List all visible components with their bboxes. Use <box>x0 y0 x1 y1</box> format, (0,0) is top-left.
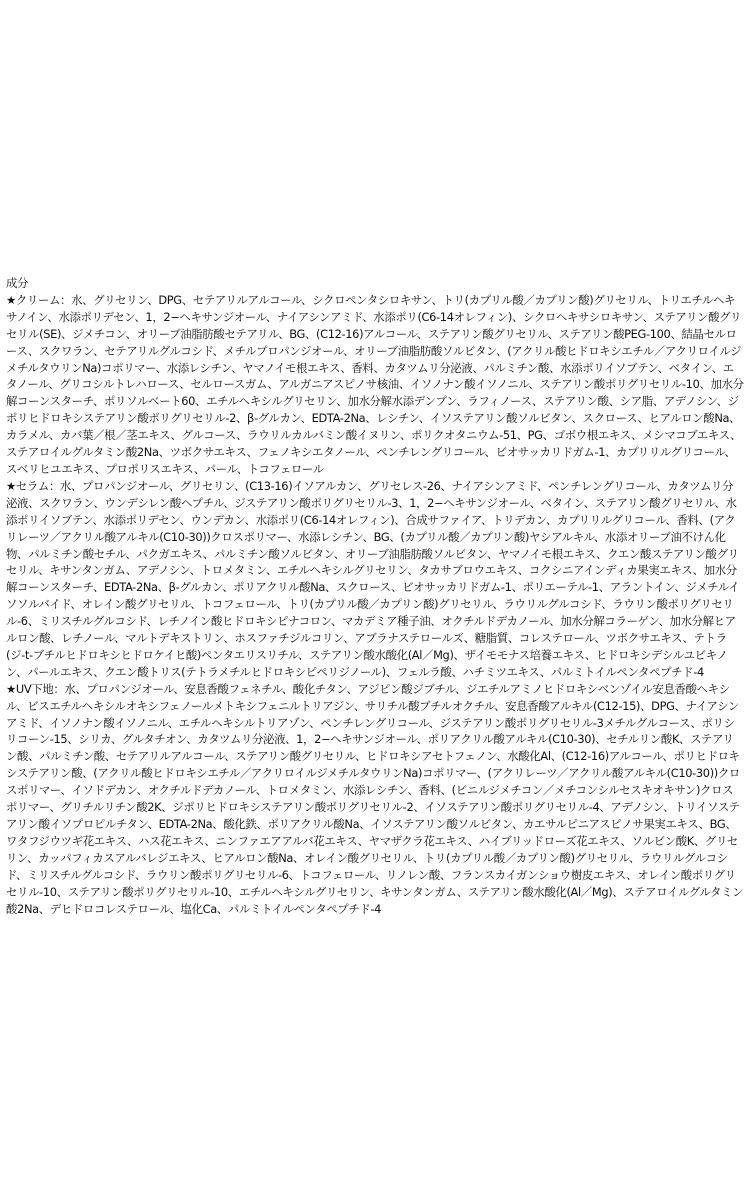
ingredients-heading: 成分 <box>6 276 29 290</box>
uv-base-ingredients: ★UV下地：水、プロパンジオール、安息香酸フェネチル、酸化チタン、アジピン酸ジブチル、ジエチルアミノヒドロキシベンゾイル安息香酸ヘキシル、ビスエチルヘキシルオキシフェノールメトキシフェニルトリアジン、サリチル酸ブチルオクチル、安息香酸アルキル(C12-15)、DPG、ナイアシンアミド、イソノナン酸イソノニル、エチルヘキシルトリアゾン、ペンチレングリコール、ジステアリン酸ポリグリセリル-3メチルグルコース、ポリシリコーン-15、シリカ、グルタチオン、カタツムリ分泌液、1，2−ヘキサンジオール、ポリアクリル酸アルキル(C10-30)、セチルリン酸K、ステアリン酸、パルミチン酸、セテアリルアルコール、ステアリン酸グリセリル、ヒドロキシアセトフェノン、水酸化Al、(C12-16)アルコール、ポリヒドロキシステアリン酸、(アクリル酸ヒドロキシエチル／アクリロイルジメチルタウリンNa)コポリマー、(アクリレーツ／アクリル酸アルキル(C10-30))クロスポリマー、イソドデカン、オクチルドデカノール、トロメタミン、水添レシチン、香料、(ビニルジメチコン／メチコンシルセスキオキサン)クロスポリマー、グリチルリチン酸2K、ジポリヒドロキシステアリン酸ポリグリセリル-2、イソステアリン酸ポリグリセリル-4、アデノシン、トリイソステアリン酸イソプロピルチタン、EDTA-2Na、酸化鉄、ポリアクリル酸Na、イソステアリン酸ソルビタン、カエサルピニアスピノサ果実エキス、BG、ワタフジウツギ花エキス、ハス花エキス、ニンファエアアルバ花エキス、ヤマザクラ花エキス、ハイブリッドローズ花エキス、ソルビン酸K、グリセリン、カッパフィカスアルバレジエキス、ヒアルロン酸Na、オレイン酸グリセリル、トリ(カプリル酸／カプリン酸)グリセリル、ラウリルグルコシド、ミリスチルグルコシド、ラウリン酸ポリグリセリル-6、トコフェロール、リノレン酸、フランスカイガンショウ樹皮エキス、オレイン酸ポリグリセリル-10、ステアリン酸ポリグリセリル-10、エチルヘキシルグリセリン、キサンタンガム、ステアリン酸水酸化(Al／Mg)、ステアロイルグルタミン酸2Na、デヒドロコレステロール、塩化Ca、パルミトイルペンタペプチド-4 <box>6 681 744 916</box>
ingredients-list <box>6 275 744 917</box>
serum-ingredients: ★セラム：水、プロパンジオール、グリセリン、(C13-16)イソアルカン、グリセレス-26、ナイアシンアミド、ペンチレングリコール、カタツムリ分泌液、スクワラン、ウンデシレン酸ヘプチル、ジステアリン酸ポリグリセリル-3、1，2−ヘキサンジオール、ベタイン、ステアリン酸グリセリル、水添ポリイソブテン、水添ポリデセン、ウンデカン、水添ポリ(C6-14オレフィン)、合成サファイア、トリデカン、カプリリルグリコール、香料、(アクリレーツ／アクリル酸アルキル(C10-30))クロスポリマー、水添レシチン、BG、(カプリル酸／カプリン酸)ヤシアルキル、水添オリーブ油不けん化物、パルミチン酸セチル、パクガエキス、パルミチン酸ソルビタン、オリーブ油脂肪酸ソルビタン、ヤマノイモ根エキス、クエン酸ステアリン酸グリセリル、キサンタンガム、アデノシン、トロメタミン、エチルヘキシルグリセリン、タカサブロウエキス、コクシニアインディカ果実エキス、加水分解コーンスターチ、EDTA-2Na、β-グルカン、ポリアクリル酸Na、スクロース、ビオサッカリドガム-1、ポリエーテル-1、アラントイン、ジメチルイソソルバイド、オレイン酸グリセリル、トコフェロール、トリ(カプリル酸／カプリン酸)グリセリル、ラウリルグルコシド、ラウリン酸ポリグリセリル-6、ミリスチルグルコシド、レチノイン酸ヒドロキシピナコロン、マカデミア種子油、オクチルドデカノール、加水分解コラーゲン、加水分解ヒアルロン酸、レチノール、マルトデキストリン、ホスファチジルコリン、アブラナステロールズ、糖脂質、コレステロール、ツボクサエキス、テトラ(ジ-t-ブチルヒドロキシヒドロケイヒ酸)ペンタエリスリチル、ステアリン酸水酸化(Al／Mg)、ザイモモナス培養エキス、ヒドロキシデシルユビキノン、パールエキス、クエン酸トリス(テトラメチルヒドロキシピペリジノール)、フェルラ酸、ハチミツエキス、パルミトイルペンタペプチド-4 <box>6 478 740 679</box>
cream-ingredients: ★クリーム：水、グリセリン、DPG、セテアリルアルコール、シクロペンタシロキサン、トリ(カプリル酸／カプリン酸)グリセリル、トリエチルヘキサノイン、水添ポリデセン、1，2−ヘキサンジオール、ナイアシンアミド、水添ポリ(C6-14オレフィン)、シクロヘキサシロキサン、ステアリン酸グリセリル(SE)、ジメチコン、オリーブ油脂肪酸セテアリル、BG、(C12-16)アルコール、ステアリン酸グリセリル、ステアリン酸PEG-100、結晶セルロース、スクワラン、セテアリルグルコシド、メチルプロパンジオール、オリーブ油脂肪酸ソルビタン、(アクリル酸ヒドロキシエチル／アクリロイルジメチルタウリンNa)コポリマー、水添レシチン、ヤマノイモ根エキス、香料、カタツムリ分泌液、パルミチン酸、水添ポリイソブテン、ベタイン、エタノール、グリコシルトレハロース、セルロースガム、アルガニアスピノサ核油、イソノナン酸イソノニル、ステアリン酸ポリグリセリル-10、加水分解コーンスターチ、ポリソルベート60、エチルヘキシルグリセリン、加水分解水添デンプン、ラフィノース、ステアリン酸、シア脂、アデノシン、ジポリヒドロキシステアリン酸ポリグリセリル-2、β-グルカン、EDTA-2Na、レシチン、イソステアリン酸ソルビタン、スクロース、ヒアルロン酸Na、カラメル、カバ葉／根／茎エキス、グルコース、ラウリルカルバミン酸イヌリン、ポリクオタニウム-51、PG、ゴボウ根エキス、メシマコブエキス、ステアロイルグルタミン酸2Na、ツボクサエキス、フェノキシエタノール、ペンチレングリコール、ビオサッカリドガム-1、カプリリルグリコール、スベリヒユエキス、プロポリスエキス、パール、トコフェロール <box>6 292 744 476</box>
